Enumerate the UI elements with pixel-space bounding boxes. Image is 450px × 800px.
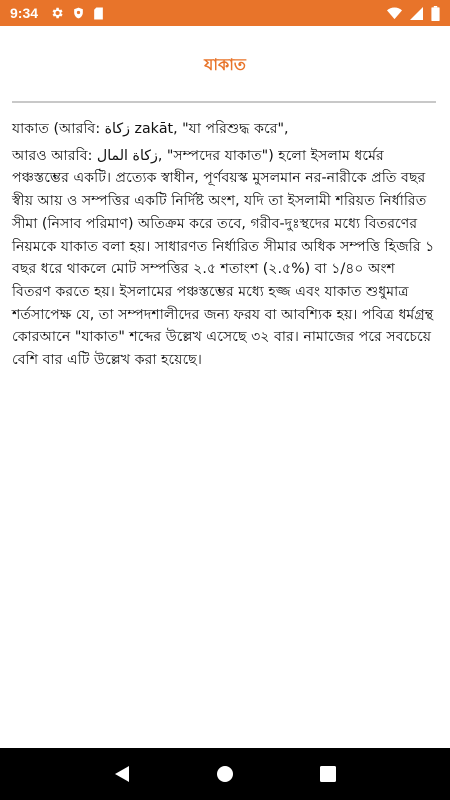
status-left bbox=[10, 5, 104, 21]
title-area bbox=[0, 26, 450, 104]
home-icon bbox=[216, 765, 234, 783]
shield-icon bbox=[72, 6, 85, 20]
article-paragraph: যাকাত (আরবি: زكاة zakāt, "যা পরিশুদ্ধ করে", bbox=[12, 121, 289, 137]
article-paragraph: আরও আরবি: زكاة المال, "সম্পদের যাকাত") হলো ইসলাম ধর্মের পঞ্চস্তম্ভের একটি। প্রত্যেক স্বাধীন, পূর্ণবয়স্ক মুসলমান নর-নারীকে প্রতি বছর স্বীয় আয় ও সম্পত্তির একটি নির্দিষ্ট অংশ, যদি তা ইসলামী শরিয়ত নির্ধারিত সীমা (নিসাব পরিমাণ) অতিক্রম করে তবে, গরীব-দুঃস্থদের মধ্যে বিতরণের নিয়মকে যাকাত বলা হয়। সাধারণত নির্ধারিত সীমার অধিক সম্পত্তি হিজরি ১ বছর ধরে থাকলে মোট সম্পত্তির ২.৫ শতাংশ (২.৫%) বা ১/৪০ অংশ বিতরণ করতে হয়। ইসলামের পঞ্চস্তম্ভের মধ্যে হজ্জ এবং যাকাত শুধুমাত্র শর্তসাপেক্ষ যে, তা সম্পদশালীদের জন্য ফরয বা আবশ্যিক হয়। পবিত্র ধর্মগ্রন্থ কোরআনে "যাকাত" শব্দের উল্লেখ এসেছে ৩২ বার। নামাজের পরে সবচেয়ে বেশি বার এটি উল্লেখ করা হয়েছে। bbox=[12, 147, 435, 369]
back-icon bbox=[114, 765, 130, 783]
navigation-bar bbox=[0, 748, 450, 800]
signal-icon bbox=[410, 7, 423, 20]
home-button[interactable] bbox=[205, 754, 245, 794]
status-time: 9:34 bbox=[10, 5, 39, 21]
recents-icon bbox=[320, 766, 336, 782]
status-right bbox=[387, 6, 440, 21]
battery-icon bbox=[431, 6, 440, 21]
back-button[interactable] bbox=[102, 754, 142, 794]
divider bbox=[12, 101, 436, 103]
page-title: যাকাত bbox=[204, 54, 246, 74]
gear-icon bbox=[50, 6, 64, 20]
sd-card-icon bbox=[93, 7, 104, 20]
recents-button[interactable] bbox=[308, 754, 348, 794]
wifi-icon bbox=[387, 7, 402, 20]
status-bar bbox=[0, 0, 450, 26]
article-body bbox=[12, 118, 436, 376]
